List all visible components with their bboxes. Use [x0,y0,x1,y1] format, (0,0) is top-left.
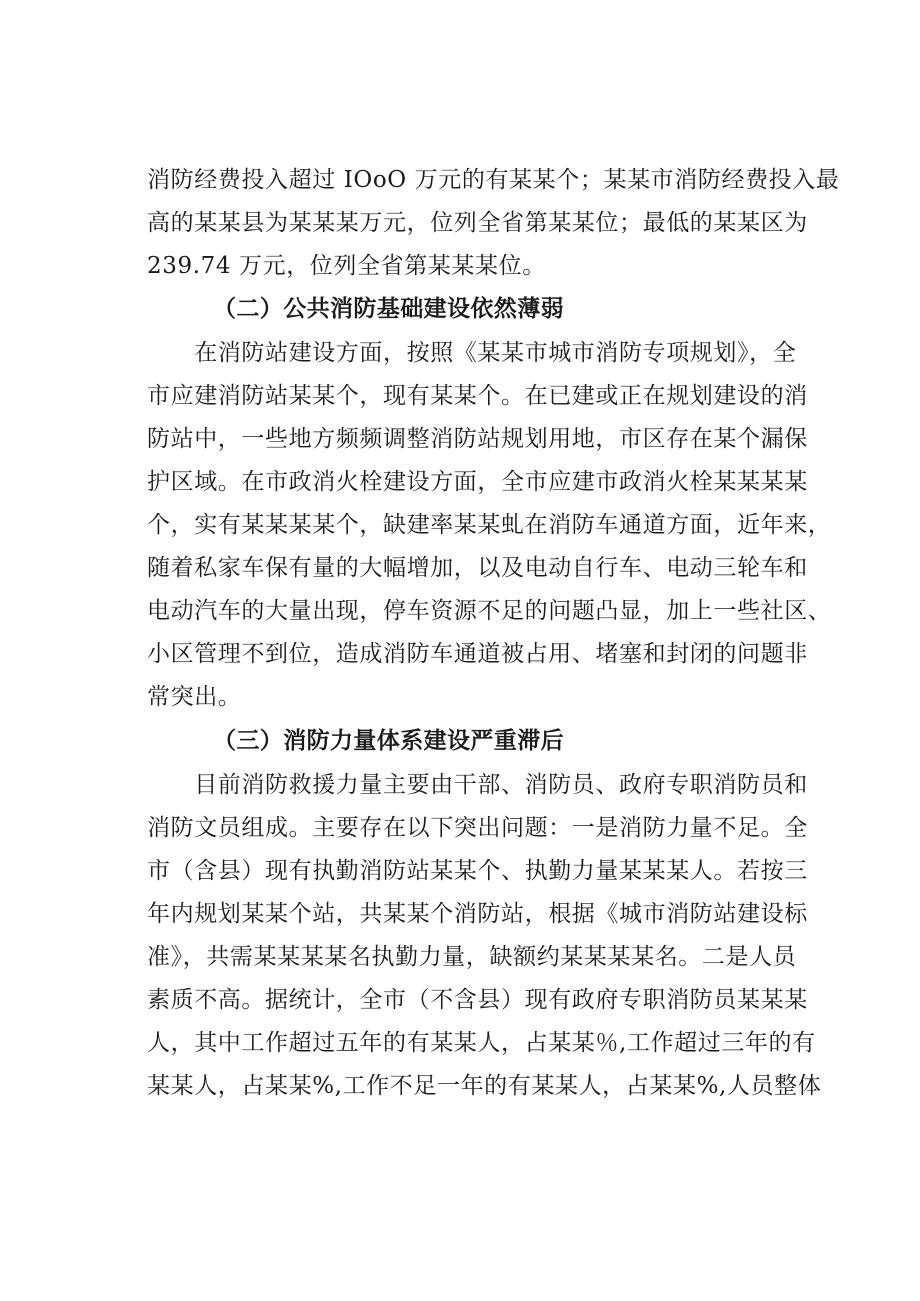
section-heading-3: （三）消防力量体系建设严重滞后 [213,728,564,754]
para3-line-2: 消防文员组成。主要存在以下突出问题：一是消防力量不足。全 [147,815,808,841]
para3-line-7: 人，其中工作超过五年的有某某人，占某某％,工作超过三年的有 [147,1030,816,1056]
para1-line-2: 高的某某县为某某某万元，位列全省第某某位；最低的某某区为 [147,210,808,236]
para3-line-4: 年内规划某某个站，共某某个消防站，根据《城市消防站建设标 [147,901,808,927]
para2-line-6: 随着私家车保有量的大幅增加，以及电动自行车、电动三轮车和 [147,555,808,581]
para3-line-3: 市（含县）现有执勤消防站某某个、执勤力量某某某人。若按三 [147,858,808,884]
para2-line-4: 护区域。在市政消火栓建设方面，全市应建市政消火栓某某某某 [147,469,808,495]
para3-line-1: 目前消防救援力量主要由干部、消防员、政府专职消防员和 [147,772,808,798]
section-heading-2: （二）公共消防基础建设依然薄弱 [213,296,564,322]
para2-line-5: 个，实有某某某某个，缺建率某某虬在消防车通道方面，近年来， [147,512,832,538]
para3-line-8: 某某人，占某某%,工作不足一年的有某某人，占某某%,人员整体 [147,1073,822,1099]
para3-line-5: 准》，共需某某某某名执勤力量，缺额约某某某某名。二是人员 [147,944,797,970]
para2-line-2: 市应建消防站某某个，现有某某个。在已建或正在规划建设的消 [147,383,808,409]
para3-line-6: 素质不高。据统计，全市（不含县）现有政府专职消防员某某某 [147,987,808,1013]
para2-line-7: 电动汽车的大量出现，停车资源不足的问题凸显，加上一些社区、 [147,598,832,624]
para2-line-1: 在消防站建设方面，按照《某某市城市消防专项规划》，全 [147,340,797,366]
para2-line-9: 常突出。 [147,684,242,710]
para1-line-1: 消防经费投入超过 IOoO 万元的有某某个；某某市消防经费投入最 [147,167,840,193]
para1-line-3: 239.74 万元，位列全省第某某某位。 [147,253,546,279]
para2-line-8: 小区管理不到位，造成消防车通道被占用、堵塞和封闭的问题非 [147,641,808,667]
para2-line-3: 防站中，一些地方频频调整消防站规划用地，市区存在某个漏保 [147,426,808,452]
